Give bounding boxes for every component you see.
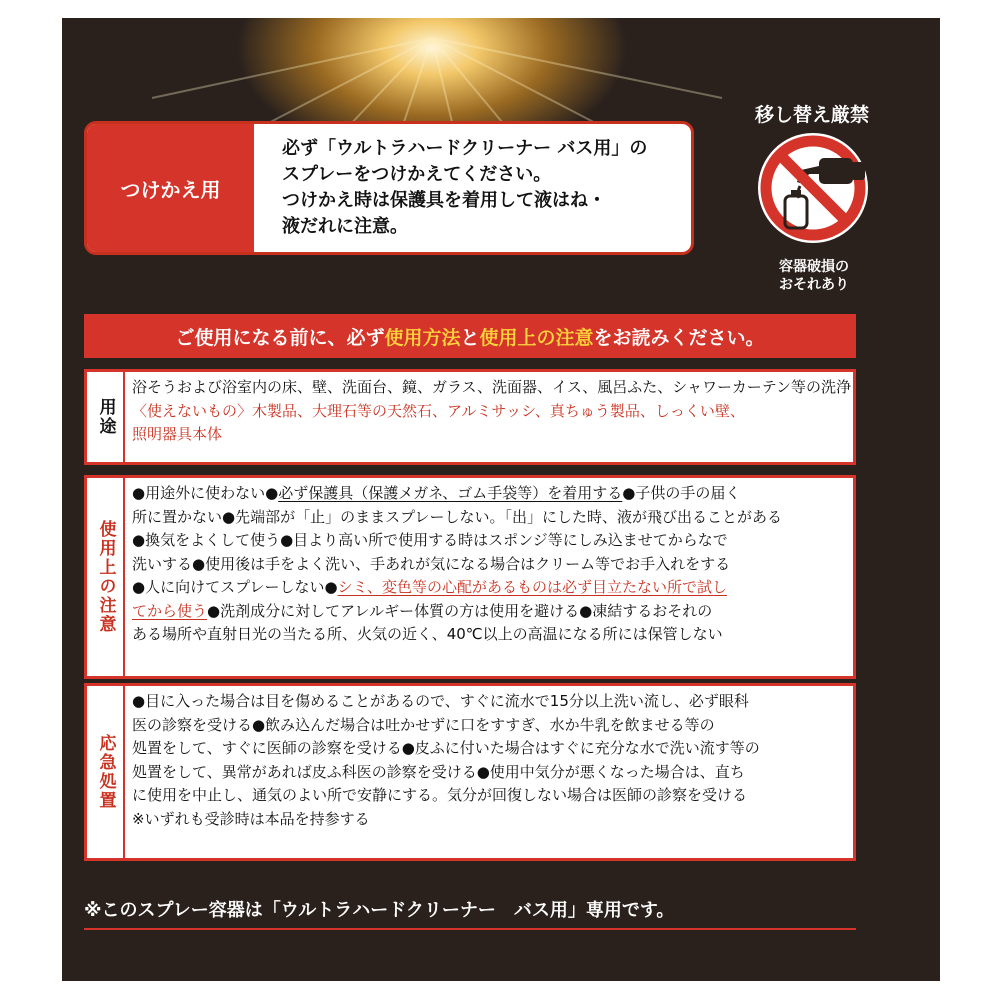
no-transfer-icon (753, 128, 873, 248)
first-aid-line: ※いずれも受診時は本品を持参する (132, 809, 370, 828)
read-before-use-banner (84, 314, 856, 358)
precautions-heading: 使用上の注意 (87, 478, 125, 676)
refill-label: つけかえ用 (87, 124, 254, 252)
usage-body (132, 376, 851, 447)
no-transfer-title: 移し替え厳禁 (754, 104, 869, 126)
precaution-line: 洗いする●使用後は手をよく洗い、手あれが気になる場合はクリーム等でお手入れをする (132, 554, 731, 573)
first-aid-heading: 応急処置 (87, 686, 125, 858)
precaution-line: 所に置かない●先端部が「止」のままスプレーしない。「出」にした時、液が飛び出ることがある (132, 507, 782, 526)
dedicated-container-note: ※このスプレー容器は「ウルトラハードクリーナー バス用」専用です。 (84, 900, 675, 921)
caption-line: 容器破損の (779, 259, 849, 275)
first-aid-body (132, 690, 847, 831)
banner-text: と (460, 326, 480, 349)
refill-notice (84, 121, 694, 255)
caption-line: おそれあり (779, 277, 849, 293)
first-aid-line: に使用を中止し、通気のよい所で安静にする。気分が回復しない場合は医師の診察を受ける (132, 786, 748, 804)
footer-divider (84, 928, 856, 930)
no-transfer-caption (754, 258, 874, 294)
precautions-body (132, 482, 847, 647)
refill-line: 液だれに注意。 (282, 216, 408, 237)
refill-line: 必ず「ウルトラハードクリーナー バス用」の (282, 138, 648, 159)
banner-text: をお読みください。 (593, 326, 765, 349)
first-aid-line: 処置をして、すぐに医師の診察を受ける●皮ふに付いた場合はすぐに充分な水で洗い流す等の (132, 739, 760, 757)
usage-line: 照明器具本体 (132, 425, 223, 443)
usage-line: 浴そうおよび浴室内の床、壁、洗面台、鏡、ガラス、洗面器、イス、風呂ふた、シャワーカーテン等の洗浄 (132, 378, 851, 396)
usage-line: 〈使えないもの〉木製品、大理石等の天然石、アルミサッシ、真ちゅう製品、しっくい壁、 (132, 401, 745, 420)
first-aid-line: 処置をして、異常があれば皮ふ科医の診察を受ける●使用中気分が悪くなった場合は、直ち (132, 762, 745, 781)
banner-text: ご使用になる前に、必ず (175, 326, 385, 349)
banner-highlight: 使用方法 (384, 326, 461, 349)
refill-instructions (282, 136, 682, 240)
precautions-section (84, 475, 856, 679)
precaution-line: ある場所や直射日光の当たる所、火気の近く、40℃以上の高温になる所には保管しない (132, 625, 723, 643)
first-aid-section (84, 683, 856, 861)
refill-line: スプレーをつけかえてください。 (282, 164, 552, 185)
refill-line: つけかえ時は保護具を着用して液はね・ (282, 190, 606, 211)
precaution-line: てから使う●洗剤成分に対してアレルギー体質の方は使用を避ける●凍結するおそれの (132, 601, 713, 620)
banner-highlight: 使用上の注意 (479, 326, 594, 349)
first-aid-line: 医の診察を受ける●飲み込んだ場合は吐かせずに口をすすぎ、水か牛乳を飲ませる等の (132, 715, 715, 734)
first-aid-line: ●目に入った場合は目を傷めることがあるので、すぐに流水で15分以上洗い流し、必ず眼科 (132, 692, 749, 710)
usage-section (84, 369, 856, 465)
precaution-line: ●換気をよくして使う●目より高い所で使用する時はスポンジ等にしみ込ませてからなで (132, 531, 728, 549)
precaution-line: ●用途外に使わない●必ず保護具（保護メガネ、ゴム手袋等）を着用する●子供の手の届く (132, 484, 741, 502)
usage-heading: 用途 (87, 372, 125, 462)
precaution-line: ●人に向けてスプレーしない●シミ、変色等の心配があるものは必ず目立たない所で試し (132, 578, 727, 596)
